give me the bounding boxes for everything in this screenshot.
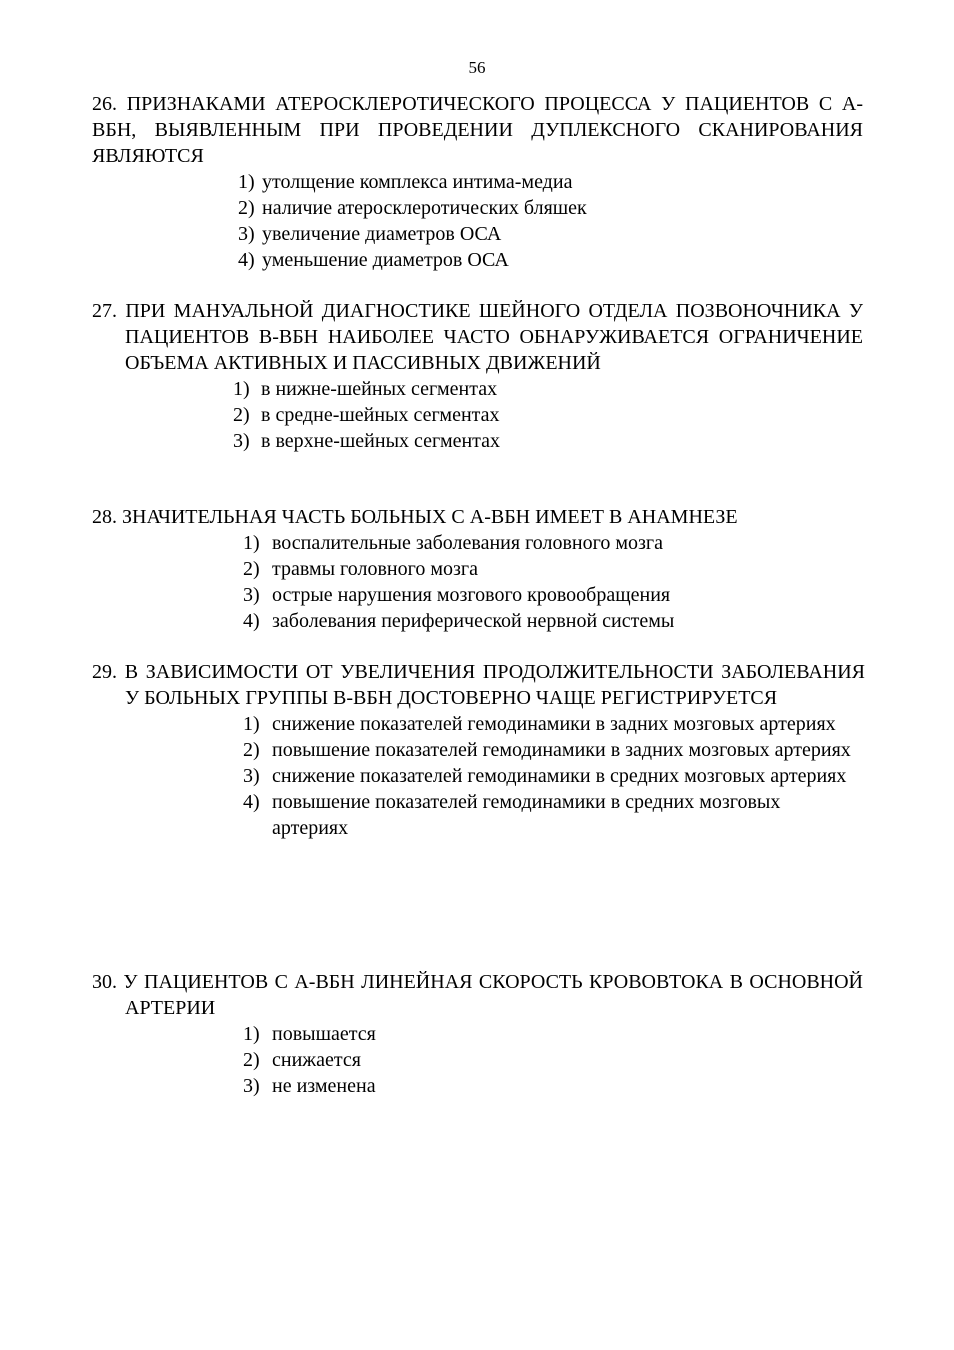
option-number: 1) (238, 171, 255, 193)
option-text: заболевания периферической нервной системы (272, 610, 675, 632)
answer-option (243, 556, 863, 582)
option-text: повышение показателей гемодинамики в средних мозговых артериях (272, 791, 781, 839)
option-number: 3) (233, 430, 250, 452)
answer-option (243, 582, 863, 608)
option-number: 2) (238, 197, 255, 219)
question-number: 29. (92, 661, 117, 683)
answer-options (243, 1021, 863, 1099)
option-text: уменьшение диаметров ОСА (262, 249, 509, 271)
question-title: ЗНАЧИТЕЛЬНАЯ ЧАСТЬ БОЛЬНЫХ С А-ВБН ИМЕЕТ В АНАМНЕЗЕ (122, 506, 738, 528)
question-text (92, 969, 863, 1021)
option-text: острые нарушения мозгового кровообращения (272, 584, 671, 606)
answer-option (238, 169, 863, 195)
answer-options (233, 376, 863, 454)
answer-option (243, 711, 853, 737)
option-text: снижается (272, 1049, 361, 1071)
option-text: в верхне-шейных сегментах (261, 430, 501, 452)
option-number: 1) (233, 378, 250, 400)
answer-option (238, 221, 863, 247)
answer-option (238, 247, 863, 273)
question-number: 30. (92, 971, 117, 993)
option-number: 4) (238, 249, 255, 271)
question-30 (92, 969, 863, 1099)
option-text: в нижне-шейных сегментах (261, 378, 498, 400)
answer-option (243, 1073, 863, 1099)
page-number: 56 (468, 58, 486, 77)
option-text: наличие атеросклеротических бляшек (262, 197, 587, 219)
question-text (92, 659, 865, 711)
option-number: 2) (233, 404, 250, 426)
option-text: утолщение комплекса интима-медиа (262, 171, 573, 193)
question-title: У ПАЦИЕНТОВ С А-ВБН ЛИНЕЙНАЯ СКОРОСТЬ КРОВОВТОКА В ОСНОВНОЙ АРТЕРИИ (123, 971, 863, 1019)
option-text: снижение показателей гемодинамики в задних мозговых артериях (272, 713, 836, 735)
option-text: в средне-шейных сегментах (261, 404, 500, 426)
question-29 (92, 659, 863, 841)
answer-option (233, 402, 863, 428)
answer-option (243, 1021, 863, 1047)
question-27 (92, 298, 863, 454)
answer-option (238, 195, 863, 221)
option-number: 1) (243, 713, 260, 735)
answer-option (233, 428, 863, 454)
option-text: травмы головного мозга (272, 558, 478, 580)
option-text: не изменена (272, 1075, 376, 1097)
option-number: 2) (243, 558, 260, 580)
option-number: 3) (243, 584, 260, 606)
answer-option (243, 530, 863, 556)
option-number: 4) (243, 610, 260, 632)
option-text: снижение показателей гемодинамики в средних мозговых артериях (272, 765, 847, 787)
question-title: ПРИЗНАКАМИ АТЕРОСКЛЕРОТИЧЕСКОГО ПРОЦЕССА У ПАЦИЕНТОВ С А-ВБН, ВЫЯВЛЕННЫМ ПРИ ПРОВЕДЕНИИ ДУПЛЕКСНОГО СКАНИРОВАНИЯ ЯВЛЯЮТСЯ (92, 93, 863, 167)
question-number: 27. (92, 300, 117, 322)
question-text (92, 298, 863, 376)
option-text: увеличение диаметров ОСА (262, 223, 502, 245)
option-text: воспалительные заболевания головного мозга (272, 532, 663, 554)
question-title: ПРИ МАНУАЛЬНОЙ ДИАГНОСТИКЕ ШЕЙНОГО ОТДЕЛА ПОЗВОНОЧНИКА У ПАЦИЕНТОВ В-ВБН НАИБОЛЕЕ ЧАСТО ОБНАРУЖИВАЕТСЯ ОГРАНИЧЕНИЕ ОБЪЕМА АКТИВНЫХ И ПАССИВНЫХ ДВИЖЕНИЙ (125, 300, 864, 374)
question-text (92, 91, 863, 169)
question-title: В ЗАВИСИМОСТИ ОТ УВЕЛИЧЕНИЯ ПРОДОЛЖИТЕЛЬНОСТИ ЗАБОЛЕВАНИЯ У БОЛЬНЫХ ГРУППЫ В-ВБН ДОСТОВЕРНО ЧАЩЕ РЕГИСТРИРУЕТСЯ (124, 661, 865, 709)
question-text (92, 504, 863, 530)
question-number: 26. (92, 93, 117, 115)
answer-options (243, 711, 853, 841)
option-number: 2) (243, 1049, 260, 1071)
option-text: повышение показателей гемодинамики в задних мозговых артериях (272, 739, 851, 761)
option-number: 4) (243, 791, 260, 813)
answer-option (243, 763, 853, 789)
answer-options (243, 530, 863, 634)
answer-options (238, 169, 863, 273)
answer-option (243, 608, 863, 634)
answer-option (243, 789, 853, 841)
option-number: 2) (243, 739, 260, 761)
option-number: 3) (243, 765, 260, 787)
question-number: 28. (92, 506, 117, 528)
option-number: 3) (243, 1075, 260, 1097)
option-text: повышается (272, 1023, 376, 1045)
option-number: 1) (243, 532, 260, 554)
question-26 (92, 91, 863, 273)
question-28 (92, 504, 863, 634)
answer-option (243, 737, 853, 763)
option-number: 1) (243, 1023, 260, 1045)
option-number: 3) (238, 223, 255, 245)
answer-option (233, 376, 863, 402)
answer-option (243, 1047, 863, 1073)
